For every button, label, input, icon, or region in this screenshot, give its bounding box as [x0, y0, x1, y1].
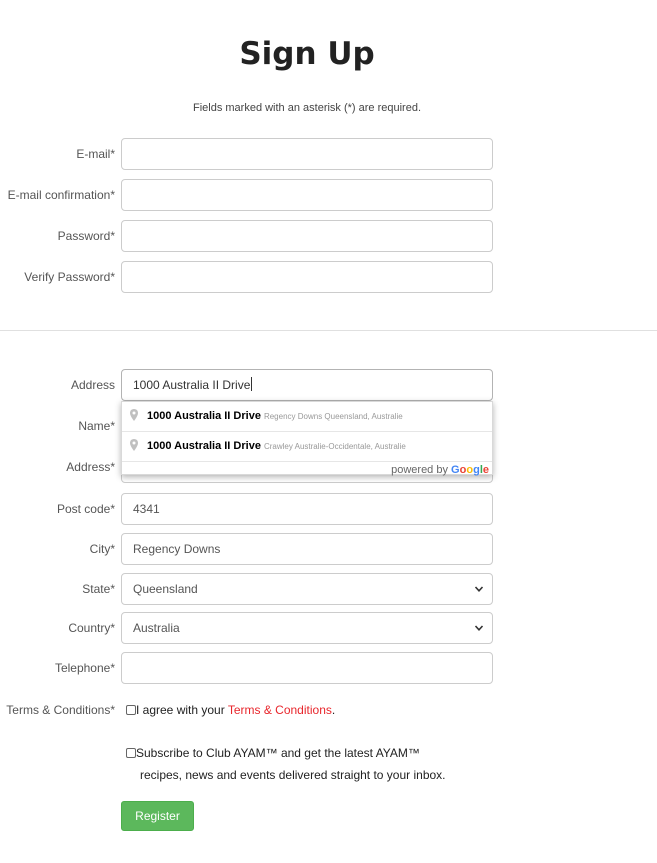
autocomplete-item-secondary: Crawley Australie-Occidentale, Australie: [263, 442, 406, 451]
subscribe-line2: recipes, news and events delivered straight to your inbox.: [140, 768, 446, 782]
address-search-row: [0, 369, 657, 401]
state-label: State*: [82, 582, 115, 596]
google-logo: Google: [451, 464, 489, 476]
powered-by-text: powered by: [391, 464, 448, 476]
page-title: Sign Up: [239, 36, 375, 72]
map-pin-icon: [129, 439, 139, 451]
address-search-label: Address: [70, 378, 115, 392]
address-search-value: 1000 Australia II Drive: [133, 378, 251, 392]
postcode-field[interactable]: 4341: [121, 493, 493, 525]
terms-agree-text: I agree with your: [136, 703, 228, 717]
email-row: [0, 138, 657, 170]
state-select-value: Queensland: [133, 582, 198, 596]
postcode-label: Post code*: [56, 502, 115, 516]
telephone-row: [0, 652, 657, 684]
map-pin-icon: [129, 409, 139, 421]
verify-password-label: Verify Password*: [24, 270, 115, 284]
autocomplete-item[interactable]: [122, 432, 492, 462]
autocomplete-item[interactable]: [122, 402, 492, 432]
terms-period: .: [331, 703, 336, 717]
powered-by-google: [122, 462, 492, 478]
terms-checkbox[interactable]: [126, 705, 136, 715]
terms-link[interactable]: Terms & Conditions: [227, 703, 332, 717]
verify-password-row: [0, 261, 657, 293]
register-button[interactable]: Register: [121, 801, 194, 831]
email-confirm-label: E-mail confirmation*: [7, 188, 115, 202]
chevron-down-icon: [474, 623, 484, 633]
terms-agree: [126, 703, 335, 717]
state-row: [0, 573, 657, 605]
terms-label: Terms & Conditions*: [6, 703, 115, 717]
required-note: Fields marked with an asterisk (*) are required.: [192, 102, 422, 114]
autocomplete-item-main: 1000 Australia II Drive: [147, 410, 261, 422]
city-label: City*: [89, 542, 115, 556]
email-confirm-row: [0, 179, 657, 211]
verify-password-field[interactable]: [121, 261, 493, 293]
address-search-input[interactable]: [121, 369, 493, 401]
country-select-value: Australia: [133, 621, 180, 635]
autocomplete-item-main: 1000 Australia II Drive: [147, 440, 261, 452]
postcode-row: [0, 493, 657, 525]
telephone-field[interactable]: [121, 652, 493, 684]
telephone-label: Telephone*: [54, 661, 115, 675]
country-label: Country*: [68, 621, 115, 635]
section-divider: [0, 330, 657, 331]
email-confirm-field[interactable]: [121, 179, 493, 211]
country-select[interactable]: [121, 612, 493, 644]
email-field[interactable]: [121, 138, 493, 170]
city-row: [0, 533, 657, 565]
city-field[interactable]: Regency Downs: [121, 533, 493, 565]
subscribe-checkbox[interactable]: [126, 748, 136, 758]
text-caret: [251, 377, 252, 391]
address-label: Address*: [66, 460, 115, 474]
name-label: Name*: [78, 419, 115, 433]
state-select[interactable]: [121, 573, 493, 605]
autocomplete-item-secondary: Regency Downs Queensland, Australie: [263, 412, 403, 421]
country-row: [0, 612, 657, 644]
email-label: E-mail*: [76, 147, 115, 161]
chevron-down-icon: [474, 584, 484, 594]
password-field[interactable]: [121, 220, 493, 252]
password-label: Password*: [57, 229, 115, 243]
address-autocomplete-dropdown: [121, 401, 493, 475]
subscribe-line1: Subscribe to Club AYAM™ and get the latest AYAM™: [136, 746, 420, 760]
subscribe-option: [126, 742, 486, 786]
password-row: [0, 220, 657, 252]
